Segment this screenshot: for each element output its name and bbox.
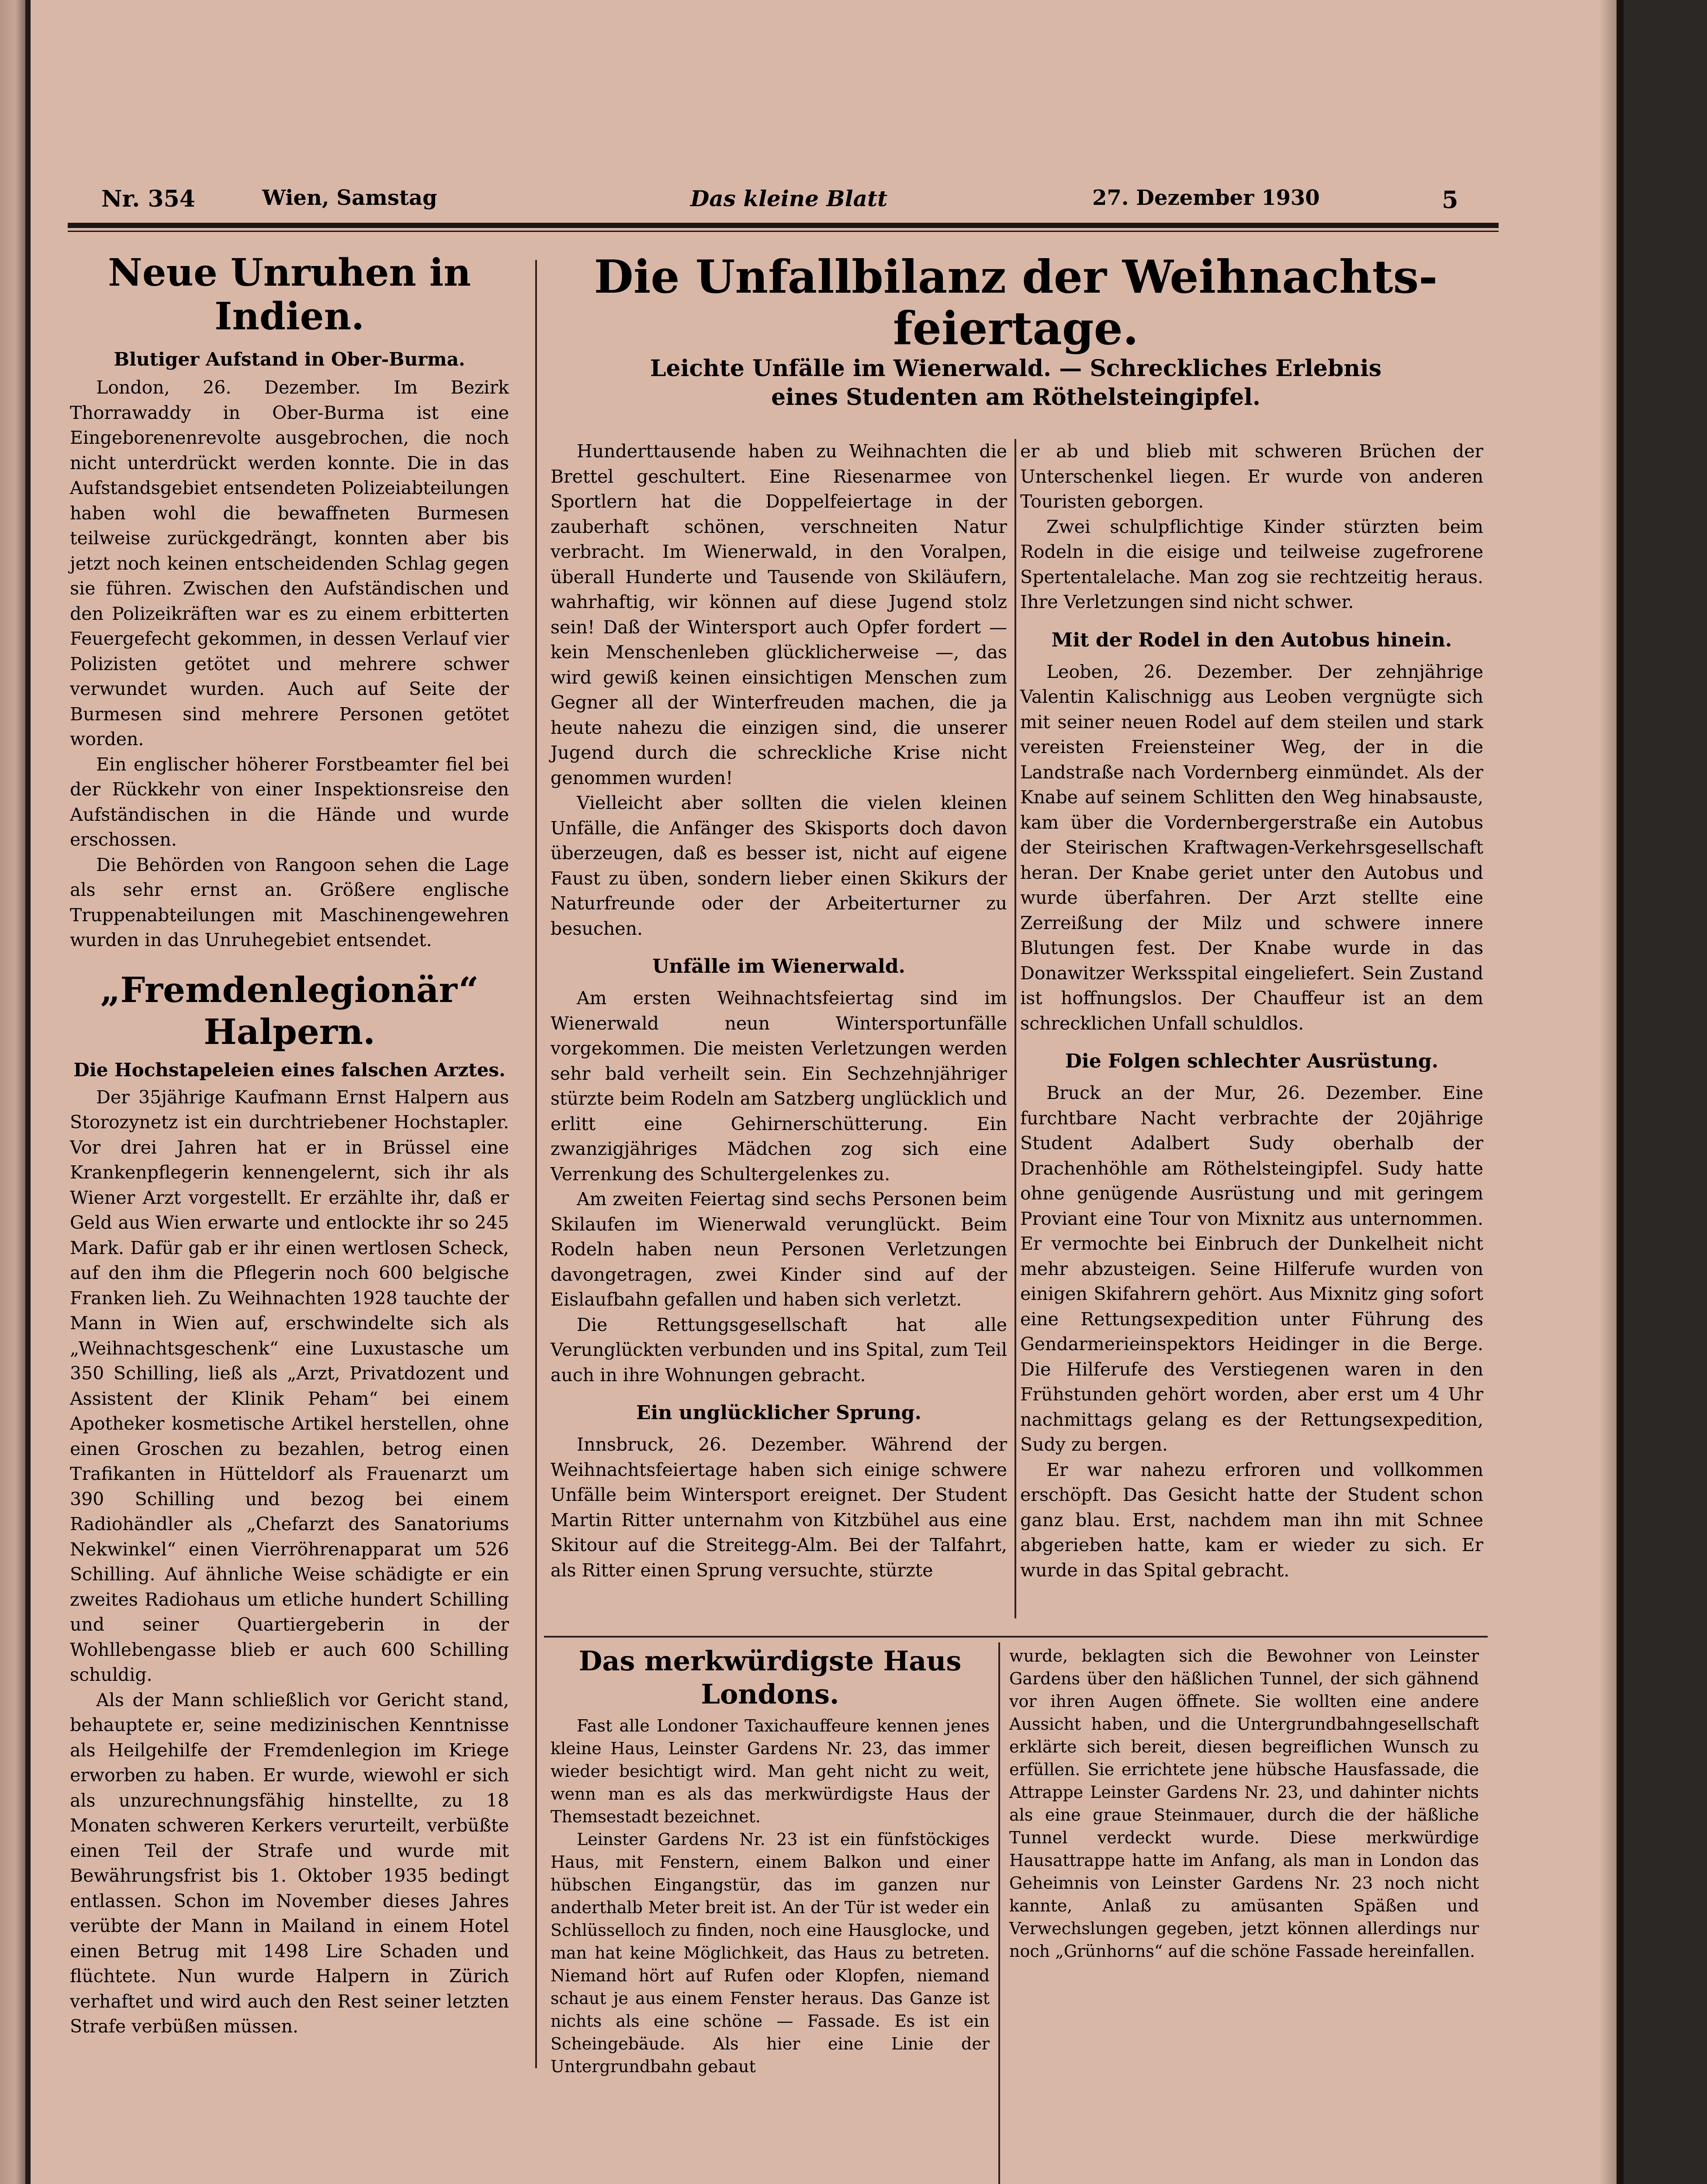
column-divider-1: [535, 260, 537, 2068]
place-day: Wien, Samstag: [262, 186, 437, 210]
right-column: [1020, 439, 1483, 1583]
london-continued-paragraph: wurde, beklagten sich die Bewohner von Leinster Gardens über den häßlichen Tunnel, der sich gähnend vor ihren Augen öffnete. Sie wollten eine andere Aussicht haben, und die Untergrundbahngesellschaft erklärte sich bereit, diesen begreiflichen Wunsch zu erfüllen. Sie errichtete jene hübsche Hausfassade, die Attrappe Leinster Gardens Nr. 23, und dahinter nichts als eine graue Steinmauer, durch die der häßliche Tunnel verdeckt wurde. Diese merkwürdige Hausattrappe hatte im Anfang, als man in London das Geheimnis von Leinster Gardens Nr. 23 noch nicht kannte, Anlaß zu amüsanten Späßen und Verwechslungen gegeben, jetzt können allerdings nur noch „Grünhorns“ auf die schöne Fassade hereinfallen.: [1009, 1646, 1479, 1961]
page-shadow: [1599, 0, 1617, 2184]
section-wienerwald-paragraph: Die Rettungsgesellschaft hat alle Verunglückten verbunden und ins Spital, zum Teil auch in ihre Wohnungen gebracht.: [551, 1314, 1007, 1386]
article-halpern-subtitle: Die Hochstapeleien eines falschen Arztes.: [73, 1059, 506, 1081]
london-article-col-a: [551, 1645, 990, 2078]
article-halpern-title: „Fremdenlegionär“ Halpern.: [100, 969, 479, 1052]
header-rule: [68, 223, 1499, 228]
article-india-subtitle: Blutiger Aufstand in Ober-Burma.: [114, 349, 465, 370]
article-halpern-paragraph: Als der Mann schließlich vor Gericht stand, behauptete er, seine medizinischen Kenntnisse als Heilgehilfe der Fremdenlegion im Kriege erworben zu haben. Er wurde, wiewohl er sich als unzurechnungsfähig hinstellte, zu 18 Monaten schweren Kerkers verurteilt, verbüßte einen Teil der Strafe und wurde mit Bewährungsfrist bis 1. Oktober 1935 bedingt entlassen. Schon im November dieses Jahres verübte der Mann in Mailand in einem Hotel einen Betrug mit 1498 Lire Schaden und flüchtete. Nun wurde Halpern in Zürich verhaftet und wird auch den Rest seiner letzten Strafe verbüßen müssen.: [70, 1689, 509, 2037]
article-india-paragraph: London, 26. Dezember. Im Bezirk Thorrawaddy in Ober-Burma ist eine Eingeborenenrevolte ausgebrochen, die noch nicht unterdrückt werden konnte. Die in das Aufstandsgebiet entsendeten Polizeiabteilungen haben wohl die bewaffneten Burmesen teilweise zurückgedrängt, konnten aber bis jetzt noch keinen entscheidenden Schlag gegen sie führen. Zwischen den Aufständischen und den Polizeikräften war es zu einem erbitterten Feuergefecht gekommen, in dessen Verlauf vier Polizisten getötet und mehrere schwer verwundet wurden. Auch auf Seite der Burmesen sind mehrere Personen getötet worden.: [70, 377, 509, 750]
london-paragraph: Fast alle Londoner Taxichauffeure kennen jenes kleine Haus, Leinster Gardens Nr. 23, das immer wieder besichtigt wird. Man geht nicht zu weit, wenn man es als das merkwürdigste Haus der Themsestadt bezeichnet.: [551, 1716, 990, 1826]
issue-date: 27. Dezember 1930: [1092, 186, 1320, 210]
london-title-line2: Londons.: [701, 1678, 839, 1710]
article-halpern-paragraph: Der 35jährige Kaufmann Ernst Halpern aus Storozynetz ist ein durchtriebener Hochstapler. Vor drei Jahren hat er in Brüssel eine Krankenpflegerin kennengelernt, sich ihr als Wiener Arzt vorgestellt. Er erzählte ihr, daß er Geld aus Wien erwarte und entlockte ihr so 245 Mark. Dafür gab er ihr einen wertlosen Scheck, auf den ihm die Pflegerin noch 600 belgische Franken lieh. Zu Weihnachten 1928 tauchte der Mann in Wien auf, erschwindelte sich als „Weihnachtsgeschenk“ eine Luxustasche um 350 Schilling, ließ als „Arzt, Privatdozent und Assistent der Klinik Peham“ bei einem Apotheker kosmetische Artikel herstellen, ohne einen Groschen zu bezahlen, betrog einen Trafikanten in Hütteldorf als Frauenarzt um 390 Schilling und bezog bei einem Radiohändler als „Chefarzt des Sanatoriums Nekwinkel“ einen Vierröhrenapparat um 526 Schilling. Auf ähnliche Weise schädigte er ein zweites Radiohaus um etliche hundert Schilling und seiner Quartiergeberin in der Wohllebengasse blieb er auch 600 Schilling schuldig.: [70, 1086, 509, 1685]
section-wienerwald-paragraph: Am ersten Weihnachtsfeiertag sind im Wienerwald neun Wintersportunfälle vorgekommen. Die meisten Verletzungen werden sehr bald verheilt sein. Ein Sechzehnjähriger stürzte beim Rodeln am Satzberg unglücklich und erlitt eine Gehirnerschütterung. Ein zwanzigjähriges Mädchen zog sich eine Verrenkung des Schultergelenkes zu.: [551, 988, 1007, 1185]
main-continued-paragraph: er ab und blieb mit schweren Brüchen der Unterschenkel liegen. Er wurde von anderen Touristen geborgen.: [1020, 441, 1483, 512]
article-india-title: Neue Unruhen in Indien.: [108, 251, 471, 339]
section-divider: [544, 1636, 1488, 1638]
header-rule-thin: [68, 231, 1499, 232]
section-wienerwald-paragraph: Am zweiten Feiertag sind sechs Personen beim Skilaufen im Wienerwald verunglückt. Beim Rodeln haben neun Personen Verletzungen davongetragen, zwei Kinder sind auf der Eislaufbahn gefallen und haben sich verletzt.: [551, 1189, 1007, 1310]
column-divider-3: [998, 1642, 1000, 2184]
article-india-paragraph: Die Behörden von Rangoon sehen die Lage als sehr ernst an. Größere englische Truppenabteilungen mit Maschinengewehren wurden in das Unruhegebiet entsendet.: [70, 854, 509, 950]
scanner-background: [1617, 0, 1707, 2184]
section-rodel-title: Mit der Rodel in den Autobus hinein.: [1051, 629, 1452, 651]
section-rodel-paragraph: Leoben, 26. Dezember. Der zehnjährige Valentin Kalischnigg aus Leoben vergnügte sich mit seiner neuen Rodel auf dem steilen und stark vereisten Freiensteiner Weg, der in die Landstraße nach Vordernberg einmündet. Als der Knabe auf seinem Schlitten den Weg hinabsauste, kam über die Vordernbergerstraße ein Autobus der Steirischen Kraftwagen-Verkehrsgesellschaft heran. Der Knabe geriet unter den Autobus und wurde überfahren. Der Arzt stellte eine Zerreißung der Milz und schwere innere Blutungen fest. Der Knabe wurde in das Donawitzer Werksspital eingeliefert. Sein Zustand ist hoffnungslos. Der Chauffeur ist an dem schrecklichen Unfall schuldlos.: [1020, 661, 1483, 1034]
main-headline-line2: feiertage.: [893, 301, 1139, 355]
main-paragraph: Hunderttausende haben zu Weihnachten die Brettel geschultert. Eine Riesenarmee von Sportlern hat die Doppelfeiertage in der zauberhaft schönen, verschneiten Natur verbracht. Im Wienerwald, in den Voralpen, überall Hunderte und Tausende von Skiläufern, wahrhaftig, wir können auf diese Jugend stolz sein! Daß der Wintersport auch Opfer fordert — kein Menschenleben glücklicherweise —, das wird gewiß keinen einsichtigen Menschen zum Gegner all der Winterfreuden machen, die ja heute nahezu die einzigen sind, die unserer Jugend durch die schreckliche Krise nicht genommen wurden!: [551, 441, 1007, 788]
issue-number: Nr. 354: [101, 186, 195, 212]
main-headline-line1: Die Unfallbilanz der Weihnachts-: [594, 250, 1438, 304]
section-sprung-title: Ein unglücklicher Sprung.: [636, 1402, 921, 1424]
section-ausruestung-paragraph: Er war nahezu erfroren und vollkommen erschöpft. Das Gesicht hatte der Student schon ganz blau. Erst, nachdem man ihn mit Schnee abgerieben hatte, kam er wieder zu sich. Er wurde in das Spital gebracht.: [1020, 1459, 1483, 1581]
main-headline-block: [551, 251, 1481, 412]
section-wienerwald-title: Unfälle im Wienerwald.: [652, 955, 905, 978]
section-sprung-paragraph: Innsbruck, 26. Dezember. Während der Weihnachtsfeiertage haben sich einige schwere Unfälle beim Wintersport ereignet. Der Student Martin Ritter unternahm von Kitzbühel aus eine Skitour auf die Streitegg-Alm. Bei der Talfahrt, als Ritter einen Sprung versuchte, stürzte: [551, 1434, 1007, 1581]
main-subhead-line1: Leichte Unfälle im Wienerwald. — Schreckliches Erlebnis: [650, 355, 1382, 382]
left-column: [70, 251, 509, 2039]
column-divider-2: [1015, 439, 1016, 1618]
middle-column: [551, 439, 1007, 1583]
page-number: 5: [1442, 186, 1458, 214]
section-ausruestung-paragraph: Bruck an der Mur, 26. Dezember. Eine furchtbare Nacht verbrachte der 20jährige Student Adalbert Sudy oberhalb der Drachenhöhle am Röthelsteingipfel. Sudy hatte ohne genügende Ausrüstung und mit geringem Proviant eine Tour von Mixnitz aus unternommen. Er vermochte bei Einbruch der Dunkelheit nicht mehr abzusteigen. Seine Hilferufe wurden von einigen Skifahrern gehört. Aus Mixnitz ging sofort eine Rettungsexpedition unter Führung des Gendarmerieinspektors Heidinger in die Berge. Die Hilferufe des Verstiegenen waren in den Frühstunden gehört worden, aber erst um 4 Uhr nachmittags gelang es der Rettungsexpedition, Sudy zu bergen.: [1020, 1082, 1483, 1455]
london-article-col-b: [1009, 1645, 1479, 1963]
main-continued-paragraph: Zwei schulpflichtige Kinder stürzten beim Rodeln in die eisige und teilweise zugefrorene Spertentalelache. Man zog sie rechtzeitig heraus. Ihre Verletzungen sind nicht schwer.: [1020, 516, 1483, 612]
section-ausruestung-title: Die Folgen schlechter Ausrüstung.: [1065, 1050, 1439, 1072]
article-india-paragraph: Ein englischer höherer Forstbeamter fiel bei der Rückkehr von einer Inspektionsreise den Aufständischen in die Hände und wurde erschossen.: [70, 753, 509, 850]
main-subhead-line2: eines Studenten am Röthelsteingipfel.: [771, 384, 1260, 411]
london-paragraph: Leinster Gardens Nr. 23 ist ein fünfstöckiges Haus, mit Fenstern, einem Balkon und einer hübschen Eingangstür, das im ganzen nur anderthalb Meter breit ist. An der Tür ist weder ein Schlüsselloch zu finden, noch eine Hausglocke, und man hat keine Möglichkeit, das Haus zu betreten. Niemand hört auf Rufen oder Klopfen, niemand schaut je aus einem Fenster heraus. Das Ganze ist nichts als eine schöne — Fassade. Es ist ein Scheingebäude. Als hier eine Linie der Untergrundbahn gebaut: [551, 1830, 990, 2076]
main-paragraph: Vielleicht aber sollten die vielen kleinen Unfälle, die Anfänger des Skisports doch davon überzeugen, daß es besser ist, nicht auf eigene Faust zu üben, sondern lieber einen Skikurs der Naturfreunde oder der Arbeiterturner zu besuchen.: [551, 792, 1007, 939]
masthead: Das kleine Blatt: [690, 186, 888, 211]
london-title-line1: Das merkwürdigste Haus: [578, 1645, 962, 1677]
